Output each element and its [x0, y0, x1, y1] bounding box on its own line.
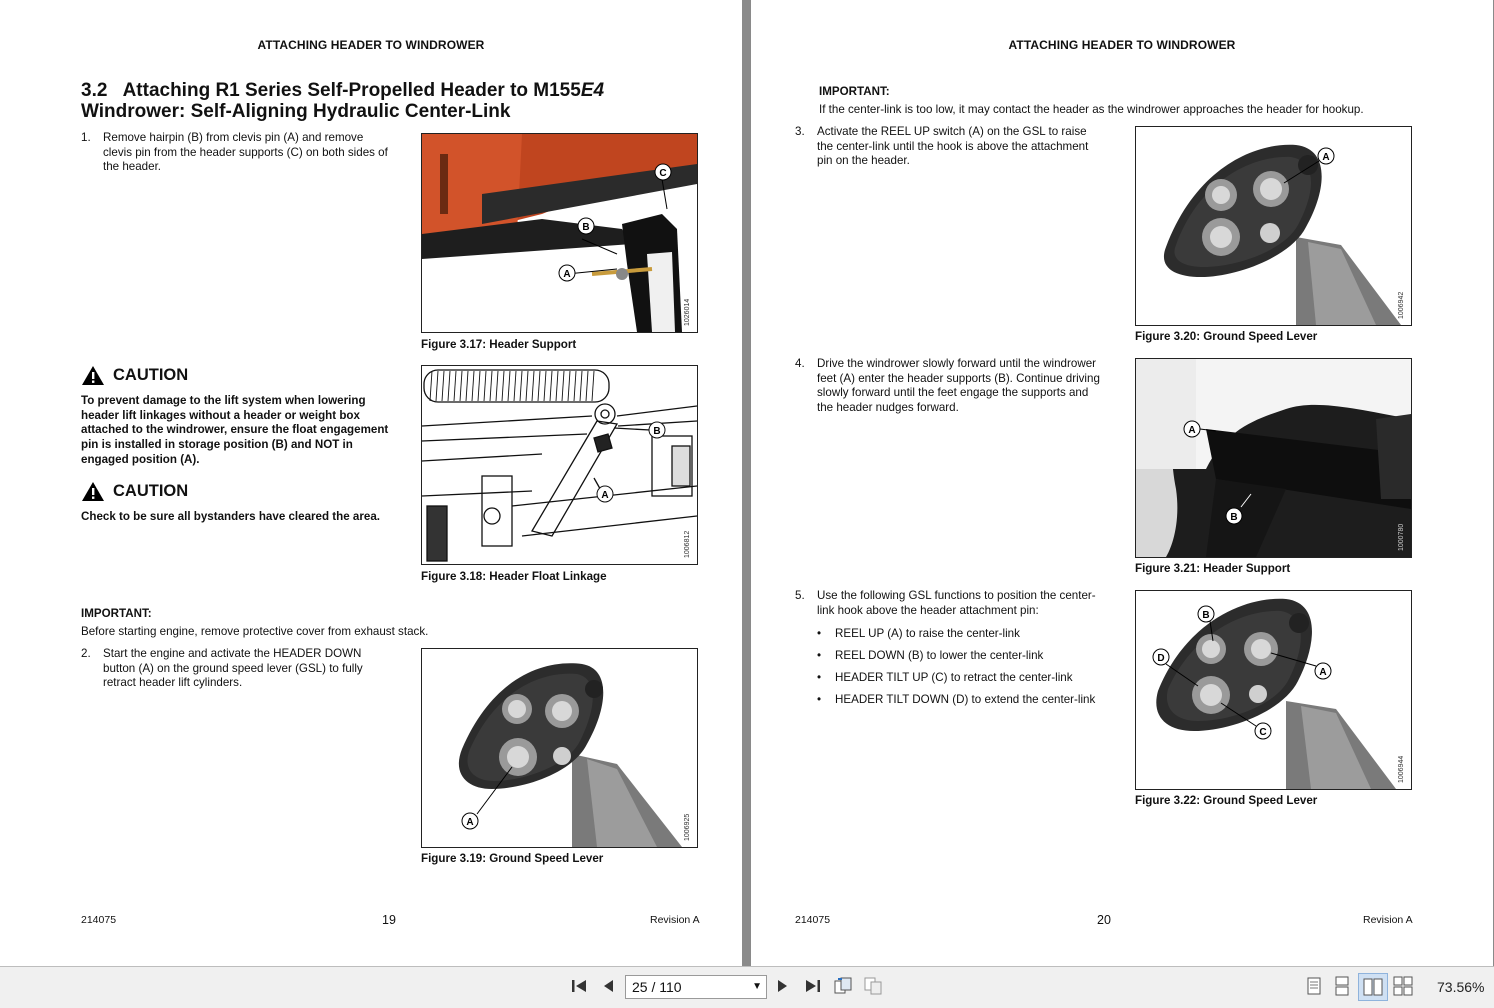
section-title-model-suffix: E4: [580, 80, 605, 101]
svg-text:B: B: [1202, 610, 1210, 621]
single-page-view-icon[interactable]: [1302, 973, 1326, 999]
section-title: [81, 80, 681, 122]
svg-text:B: B: [582, 222, 590, 233]
callout-a: [1318, 148, 1334, 164]
page-20: [751, 0, 1493, 966]
caution-2-title: CAUTION: [81, 481, 188, 502]
page-19: [0, 0, 742, 966]
important-title: IMPORTANT:: [819, 85, 890, 98]
svg-text:C: C: [1259, 727, 1267, 738]
viewer-toolbar: [0, 966, 1494, 1008]
ground-speed-lever-illustration: [1136, 591, 1411, 789]
header-support-photo: [1136, 359, 1411, 557]
first-page-icon[interactable]: [568, 973, 592, 999]
svg-text:A: A: [1188, 425, 1196, 436]
header-support-illustration: [422, 134, 697, 332]
rotate-icon[interactable]: [830, 973, 856, 999]
svg-text:A: A: [563, 269, 571, 280]
two-page-continuous-view-icon[interactable]: [1390, 973, 1416, 999]
important-text: Before starting engine, remove protective cover from exhaust stack.: [81, 625, 429, 638]
step-text: Remove hairpin (B) from clevis pin (A) and remove clevis pin from the header supports (C) on both sides of the header.: [103, 131, 388, 174]
next-page-icon[interactable]: [772, 973, 794, 999]
step-text: Start the engine and activate the HEADER DOWN button (A) on the ground speed lever (GSL) to fully retract header lift cylinders.: [103, 647, 363, 690]
running-header: ATTACHING HEADER TO WINDROWER: [1008, 38, 1236, 52]
figure-id: 1000780: [1398, 523, 1405, 551]
figure-3-17-caption: Figure 3.17: Header Support: [421, 338, 577, 351]
figure-3-19-caption: Figure 3.19: Ground Speed Lever: [421, 852, 604, 865]
callout-a: [559, 265, 575, 281]
page-number-input[interactable]: [625, 975, 767, 999]
footer-page-number: 20: [1097, 913, 1111, 927]
footer-doc-number: 214075: [81, 914, 117, 926]
step-text: Use the following GSL functions to position the center- link hook above the header attachment pin:: [817, 589, 1096, 617]
svg-text:A: A: [1322, 152, 1330, 163]
footer-revision: Revision A: [1363, 914, 1413, 926]
step-text: Drive the windrower slowly forward until the windrower feet (A) enter the header supports (B). Continue driving slowly forward until the feet engage the supports and the header nudges forward.: [817, 357, 1100, 415]
ground-speed-lever-illustration: [1136, 127, 1411, 325]
figure-3-20-caption: Figure 3.20: Ground Speed Lever: [1135, 330, 1318, 343]
callout-b: [1198, 606, 1214, 622]
caution-1-title: CAUTION: [81, 365, 188, 386]
step-5: [795, 589, 1135, 621]
bullet-tilt-down: • HEADER TILT DOWN (D) to extend the center-link: [835, 693, 1095, 707]
step-number: 1.: [81, 131, 91, 144]
header-float-linkage-illustration: [422, 366, 697, 564]
figure-3-22-image: [1135, 590, 1412, 790]
section-number: 3.2: [81, 80, 108, 101]
svg-text:B: B: [653, 426, 661, 437]
bullet-tilt-up: • HEADER TILT UP (C) to retract the center-link: [835, 671, 1073, 685]
callout-c: [655, 164, 671, 180]
figure-id: 1006942: [1398, 291, 1405, 319]
section-title-line2: Windrower: Self-Aligning Hydraulic Center-Link: [81, 101, 511, 122]
figure-3-20-image: [1135, 126, 1412, 326]
figure-3-19-image: [421, 648, 698, 848]
warning-icon: [81, 365, 105, 386]
step-number: 5.: [795, 589, 805, 602]
figure-3-21-image: [1135, 358, 1412, 558]
page-indicator: 25 / 110: [632, 979, 682, 995]
step-3: [795, 125, 1135, 175]
figure-id: 1026014: [684, 298, 691, 326]
callout-c: [1255, 723, 1271, 739]
footer-page-number: 19: [382, 913, 396, 927]
callout-a: [1315, 663, 1331, 679]
continuous-view-icon[interactable]: [1330, 973, 1354, 999]
callout-d: [1153, 649, 1169, 665]
step-4: [795, 357, 1135, 419]
bullet-reel-up: • REEL UP (A) to raise the center-link: [835, 627, 1020, 641]
last-page-icon[interactable]: [800, 973, 824, 999]
svg-text:D: D: [1157, 653, 1165, 664]
svg-text:C: C: [659, 168, 667, 179]
svg-text:B: B: [1230, 512, 1238, 523]
caution-1-text: To prevent damage to the lift system when lowering header lift linkages without a header or weight box attached to the windrower, ensure the float engagement pin is installed in storage position (B) and NOT in engaged position (A).: [81, 394, 389, 466]
step-number: 2.: [81, 647, 91, 660]
figure-id: 1006925: [684, 813, 691, 841]
figure-id: 1006944: [1398, 755, 1405, 783]
figure-3-18-image: [421, 365, 698, 565]
footer-revision: Revision A: [650, 914, 700, 926]
section-title-line1: Attaching R1 Series Self-Propelled Header to M155: [122, 80, 581, 101]
figure-3-22-caption: Figure 3.22: Ground Speed Lever: [1135, 794, 1318, 807]
zoom-level[interactable]: 73.56%: [1437, 979, 1485, 995]
footer-doc-number: 214075: [795, 914, 831, 926]
svg-text:A: A: [466, 817, 474, 828]
warning-icon: [81, 481, 105, 502]
callout-a: [1184, 421, 1200, 437]
figure-3-21-caption: Figure 3.21: Header Support: [1135, 562, 1291, 575]
step-text: Activate the REEL UP switch (A) on the GSL to raise the center-link until the hook is above the attachment pin on the header.: [817, 125, 1089, 168]
caution-2-text: Check to be sure all bystanders have cleared the area.: [81, 510, 380, 523]
callout-a: [597, 486, 613, 502]
callout-b: [1226, 508, 1242, 524]
bullet-reel-down: • REEL DOWN (B) to lower the center-link: [835, 649, 1043, 663]
ground-speed-lever-illustration: [422, 649, 697, 847]
callout-b: [649, 422, 665, 438]
callout-b: [578, 218, 594, 234]
two-page-view-icon[interactable]: [1358, 973, 1388, 1001]
running-header: ATTACHING HEADER TO WINDROWER: [257, 38, 485, 52]
important-title: IMPORTANT:: [81, 607, 152, 620]
figure-3-17-image: [421, 133, 698, 333]
prev-page-icon[interactable]: [597, 973, 619, 999]
step-1: [81, 131, 411, 181]
step-number: 3.: [795, 125, 805, 138]
important-text: If the center-link is too low, it may contact the header as the windrower approaches the header for hookup.: [819, 103, 1364, 116]
figure-3-18-caption: Figure 3.18: Header Float Linkage: [421, 570, 607, 583]
svg-text:A: A: [601, 490, 609, 501]
svg-text:A: A: [1319, 667, 1327, 678]
rotate-alt-icon[interactable]: [860, 973, 886, 999]
callout-a: [462, 813, 478, 829]
step-number: 4.: [795, 357, 805, 370]
step-2: [81, 647, 411, 697]
chevron-down-icon[interactable]: ▼: [752, 981, 762, 992]
figure-id: 1006812: [684, 530, 691, 558]
